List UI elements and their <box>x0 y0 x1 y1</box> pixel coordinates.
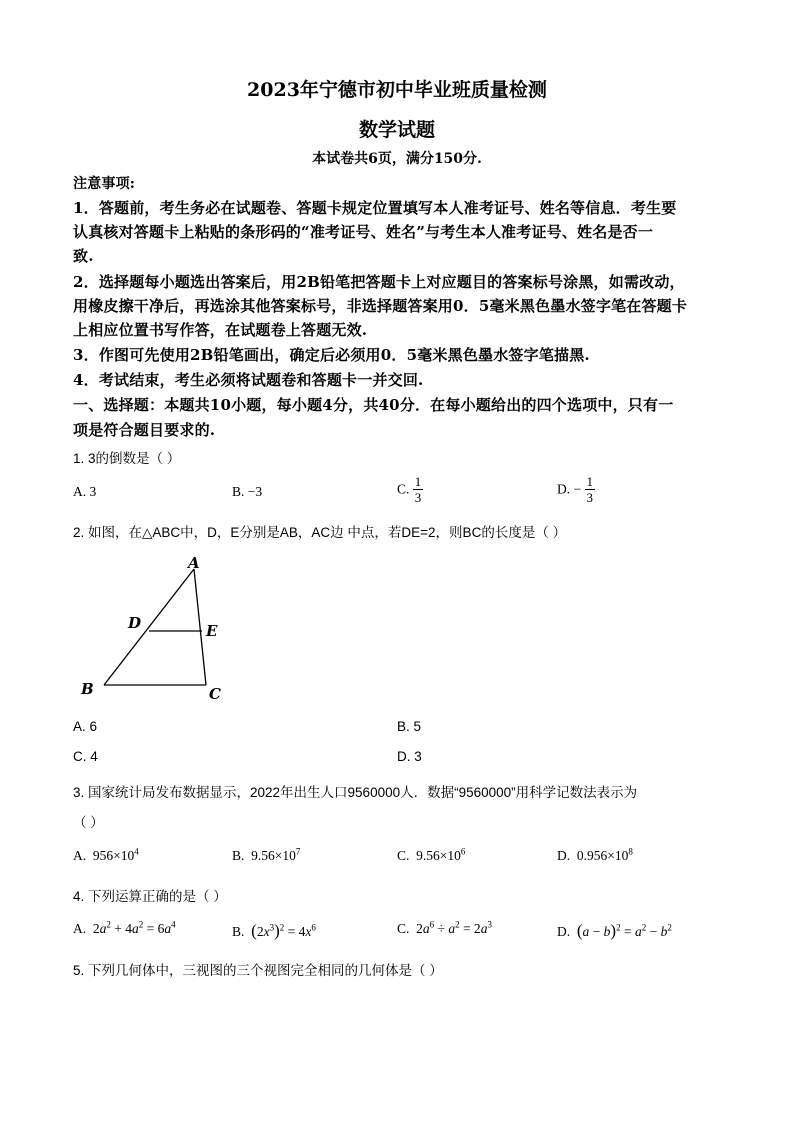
option-label: A. <box>73 921 87 936</box>
fraction-numerator: 1 <box>414 474 422 489</box>
exponent: 6 <box>460 846 466 857</box>
vertex-label-d: D <box>128 614 142 632</box>
triangle-figure <box>78 552 238 704</box>
question-2-stem: 2. 如图，在△ABC中，D，E分别是AB，AC边 中点，若DE=2，则BC的长度是（ ） <box>73 525 567 540</box>
notes-line: 3．作图可先使用2B铅笔画出，确定后必须用0．5毫米黑色墨水签字笔描黑. <box>73 346 590 364</box>
q3-option-a <box>73 848 139 864</box>
exponent: 8 <box>628 846 633 857</box>
notes-line: 上相应位置书写作答，在试题卷上答题无效. <box>73 321 368 339</box>
notes-line: 致. <box>73 247 94 265</box>
exponent: 4 <box>134 846 139 857</box>
q3-option-c <box>397 848 465 864</box>
q2-option-d: D. 3 <box>397 749 422 764</box>
q4-option-a: A. $2a^2 + 4a^2 = 6a^4$ <box>73 919 176 936</box>
vertex-label-c: C <box>209 685 221 703</box>
question-3-stem-cont: （ ） <box>73 815 104 830</box>
q1-option-b: B. −3 <box>232 484 263 499</box>
q2-option-a: A. 6 <box>73 719 98 734</box>
side-ab <box>104 569 194 685</box>
notes-line: 用橡皮擦干净后，再选涂其他答案标号，非选择题答案用0．5毫米黑色墨水签字笔在答题卡 <box>73 297 688 315</box>
q1-option-c-label: C. <box>397 481 410 497</box>
fraction-numerator: 1 <box>586 474 593 489</box>
notes-line: 4．考试结束，考生必须将试题卷和答题卡一并交回. <box>73 371 424 389</box>
q2-option-b: B. 5 <box>397 719 422 734</box>
q1-option-d-label: D. − <box>557 481 582 497</box>
sci-notation-base: 9.56×10 <box>416 848 461 863</box>
fraction <box>413 474 424 505</box>
notes-line: 2．选择题每小题选出答案后，用2B铅笔把答题卡上对应题目的答案标号涂黑，如需改动， <box>73 273 685 291</box>
vertex-label-a: A <box>188 554 200 572</box>
section-heading: 一、选择题：本题共10小题，每小题4分，共40分．在每小题给出的四个选项中，只有一 <box>73 396 674 414</box>
section-heading-cont: 项是符合题目要求的. <box>73 421 216 439</box>
sci-notation-base: 9.56×10 <box>251 848 296 863</box>
fraction-denominator: 3 <box>586 490 593 505</box>
q4-option-d: D. $(a - b)^2 = a^2 - b^2$ <box>557 921 672 940</box>
question-4-stem: 4. 下列运算正确的是（ ） <box>73 889 227 904</box>
option-label: C. <box>397 848 410 863</box>
question-1-stem: 1. 3的倒数是（ ） <box>73 451 181 466</box>
notes-heading: 注意事项: <box>73 176 136 192</box>
q3-option-d <box>557 848 633 864</box>
option-label: A. <box>73 848 87 863</box>
fraction-denominator: 3 <box>414 490 422 505</box>
fraction <box>585 474 596 505</box>
option-label: D. <box>557 848 571 863</box>
question-3-stem: 3. 国家统计局发布数据显示，2022年出生人口9560000人．数据“9560000”用科学记数法表示为 <box>73 785 638 800</box>
exam-title: 2023年宁德市初中毕业班质量检测 <box>247 79 547 101</box>
q1-option-c <box>397 474 423 505</box>
q2-option-c: C. 4 <box>73 749 98 764</box>
option-label: B. <box>232 924 245 939</box>
vertex-label-b: B <box>81 680 94 698</box>
q4-option-c: C. $2a^6 \div a^2 = 2a^3$ <box>397 919 492 936</box>
question-5-stem: 5. 下列几何体中，三视图的三个视图完全相同的几何体是（ ） <box>73 963 443 978</box>
vertex-label-e: E <box>206 622 218 640</box>
exam-subtitle: 数学试题 <box>358 119 435 141</box>
q1-option-a: A. 3 <box>73 484 97 499</box>
exponent: 7 <box>295 846 301 857</box>
side-ac <box>194 569 206 685</box>
option-label: B. <box>232 848 245 863</box>
q4-option-b: B. $(2x^3)^2 = 4x^6$ <box>232 921 316 940</box>
option-label: D. <box>557 924 571 939</box>
sci-notation-base: 956×10 <box>92 848 135 863</box>
option-label: C. <box>397 921 410 936</box>
exam-info: 本试卷共6页，满分150分. <box>312 151 482 167</box>
notes-line: 1．答题前，考生务必在试题卷、答题卡规定位置填写本人准考证号、姓名等信息．考生要 <box>73 199 677 217</box>
notes-line: 认真核对答题卡上粘贴的条形码的“准考证号、姓名”与考生本人准考证号、姓名是否一 <box>73 223 654 241</box>
q1-option-d <box>557 474 595 505</box>
sci-notation-base: 0.956×10 <box>576 848 629 863</box>
q3-option-b <box>232 848 300 864</box>
